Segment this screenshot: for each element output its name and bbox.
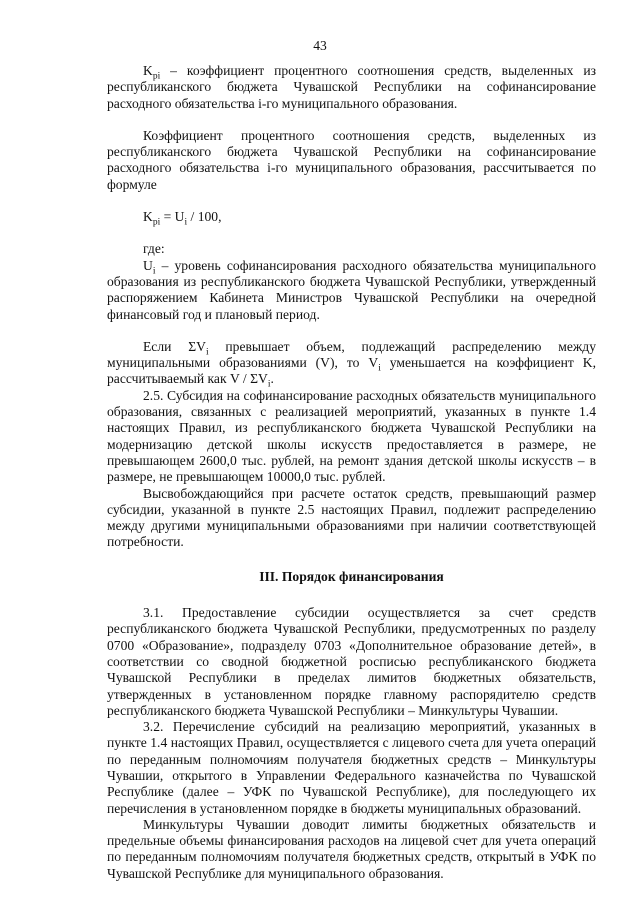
paragraph-remainder: Высвобождающийся при расчете остаток средств, превышающий размер субсидии, указанной в пункте 2.5 настоящих Правил, подлежит распределению между другими муниципальными образованиями при наличии соответствующей потребности. bbox=[107, 485, 596, 550]
formula: $K_{pi} = U_i / 100$, bbox=[143, 209, 222, 228]
paragraph-sum-vi: Если $\Sigma V_i$ превышает объем, подлежащий распределению между муниципальными образованиями (V), то $V_i$ уменьшается на коэффициент K, рассчитываемый как V / $\Sigma V_i$. bbox=[107, 338, 597, 391]
where-label: где: bbox=[143, 241, 165, 257]
paragraph-3-2: 3.2. Перечисление субсидий на реализацию мероприятий, указанных в пункте 1.4 настоящих Правил, осуществляется с лицевого счета для учета операций по переданным полномочиям получателя бюджетных средств – Минкультуры Чувашии, открытого в Управлении Федерального казначейства по Чувашской Республике (далее – УФК по Чувашской Республике), для последующего их перечисления в установленном порядке в бюджеты муниципальных образований. bbox=[107, 719, 596, 816]
paragraph-ui-definition: $U_i$ – уровень софинансирования расходного обязательства муниципального образования из республиканского бюджета Чувашской Республики, утвержденный распоряжением Кабинета Министров Чувашской Республики на очередной финансовый год и плановый период. bbox=[107, 257, 596, 322]
page-number: 43 bbox=[313, 38, 327, 53]
paragraph-coefficient: Коэффициент процентного соотношения средств, выделенных из республиканского бюджета Чувашской Республики на софинансирование расходного обязательства i-го муниципального образования, рассчитывается по формуле bbox=[107, 127, 596, 192]
section-heading: III. Порядок финансирования bbox=[259, 568, 444, 584]
paragraph-2-5: 2.5. Субсидия на софинансирование расходных обязательств муниципального образования, связанных с реализацией мероприятий, указанных в пункте 1.4 настоящих Правил, из республиканского бюджета Чувашской Республики на модернизацию детской школы искусств предоставляется в размере, не превышающем 2600,0 тыс. рублей, на ремонт здания детской школы искусств – в размере, не превышающем 10000,0 тыс. рублей. bbox=[107, 387, 596, 485]
paragraph-3-1: 3.1. Предоставление субсидии осуществляется за счет средств республиканского бюджета Чувашской Республики, предусмотренных по разделу 0700 «Образование», подразделу 0703 «Дополнительное образование детей», в соответствии со сводной бюджетной росписью республиканского бюджета Чувашской Республики в пределах лимитов бюджетных обязательств, утвержденных в установленном порядке главному распорядителю средств республиканского бюджета Чувашской Республики – Минкультуры Чувашии. bbox=[107, 605, 596, 718]
paragraph-kpi-definition: $K_{pi}$ – коэффициент процентного соотношения средств, выделенных из республиканского бюджета Чувашской Республики на софинансирование расходного обязательства i-го муниципального образования. bbox=[107, 63, 596, 111]
paragraph-limits: Минкультуры Чувашии доводит лимиты бюджетных обязательств и предельные объемы финансирования расходов на лицевой счет для учета операций по переданным полномочиям получателя бюджетных средств, открытый в УФК по Чувашской Республике для муниципального образования. bbox=[107, 816, 596, 881]
document-body bbox=[107, 63, 596, 882]
